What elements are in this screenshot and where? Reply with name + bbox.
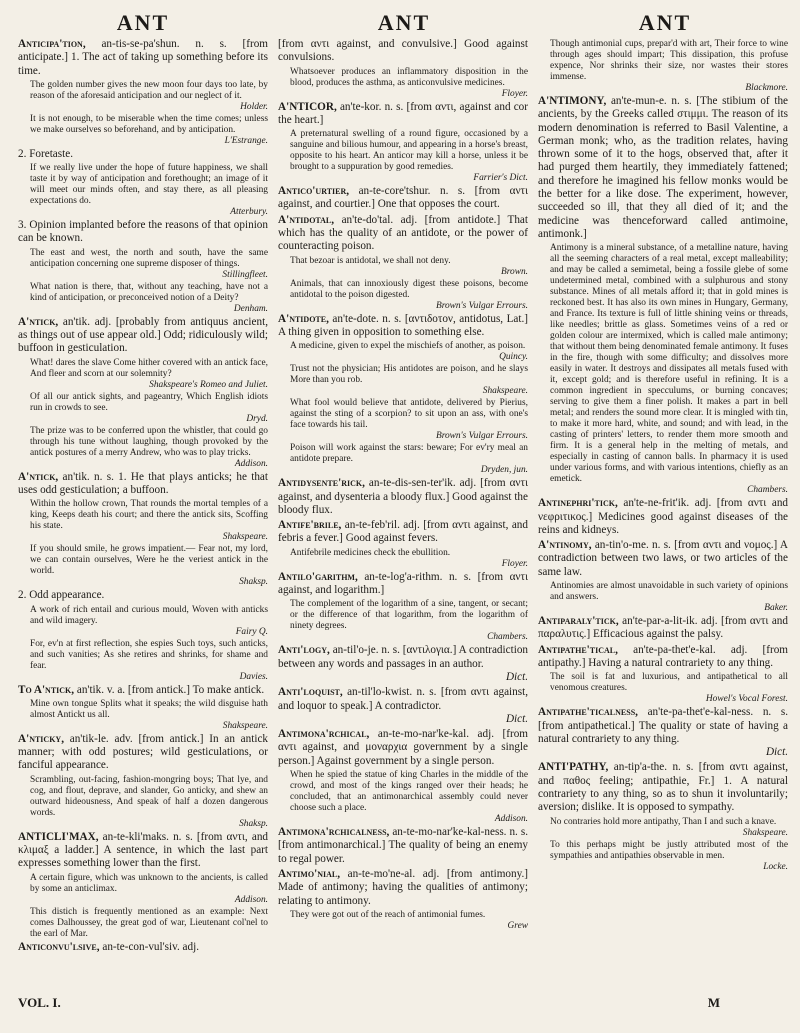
source-label: Dict. bbox=[765, 746, 788, 759]
quotation-author: Dryden, jun. bbox=[480, 465, 528, 476]
quotation-author: Addison. bbox=[234, 894, 268, 905]
quotation-text: If we really live under the hope of future happiness, we shall taste it by way of anticipation and forethought; an image of it will meet our minds often, and stay there, as all pleasing expectations do. bbox=[30, 163, 268, 207]
quotation-author: Floyer. bbox=[501, 88, 528, 99]
dictionary-entry bbox=[278, 728, 528, 768]
headword: ANTICLI'MAX, bbox=[18, 830, 99, 843]
quotation-author: Shakspeare. bbox=[742, 827, 788, 838]
quotation bbox=[290, 279, 528, 312]
quotation-author: Shaksp. bbox=[239, 577, 268, 588]
quotation-author: Grew bbox=[507, 920, 528, 931]
quotation-text: Trust not the physician; His antidotes are poison, and he slays More than you rob. bbox=[290, 364, 528, 386]
dictionary-entry bbox=[538, 706, 788, 759]
definition-text: an'te-ne-frit'ik. adj. [from αντι and νεφριτικος.] Medicines good against diseases of the reins and kidneys. bbox=[538, 497, 788, 536]
quotation-text: Within the hollow crown, That rounds the mortal temples of a king, Keeps death his court; and there the antick sits, Scoffing his state. bbox=[30, 499, 268, 532]
dictionary-entry bbox=[278, 686, 528, 726]
dictionary-entry bbox=[18, 941, 268, 954]
quotation bbox=[30, 873, 268, 906]
dictionary-entry bbox=[18, 589, 268, 602]
quotation-author: Brown. bbox=[501, 266, 528, 277]
page-footer bbox=[18, 993, 790, 1013]
quotation-text: A certain figure, which was unknown to the ancients, is called by some an anticlimax. bbox=[30, 872, 268, 894]
quotation bbox=[30, 699, 268, 732]
dictionary-entry bbox=[278, 313, 528, 340]
quotation-text: Of all our antick sights, and pageantry, Which English idiots run in crowds to see. bbox=[30, 391, 268, 413]
definition-text: an'te-pa-thet'e-kal-ness. n. s. [from antipathetical.] The quality or state of having a natural contrariety to any thing. bbox=[538, 706, 788, 745]
quotation-text: They were got out of the reach of antimonial fumes. bbox=[290, 909, 486, 920]
definition-text: an-tin'o-me. n. s. [from αντι and νομος.] A contradiction between two laws, or two articles of the same law. bbox=[538, 539, 788, 578]
quotation-text: The soil is fat and luxurious, and antipathetical to all venomous creatures. bbox=[550, 672, 788, 694]
quotation-text: A medicine, given to expel the mischiefs of another, as poison. bbox=[290, 341, 526, 352]
headword: A'ntidotal, bbox=[278, 213, 335, 226]
column-2 bbox=[278, 38, 528, 993]
dictionary-entry bbox=[278, 185, 528, 212]
running-header bbox=[18, 8, 790, 38]
dictionary-entry bbox=[538, 539, 788, 579]
quotation-author: Shakspeare. bbox=[222, 532, 268, 543]
quotation bbox=[290, 599, 528, 643]
definition-text: an-tis-se-pa'shun. n. s. [from anticipate.] 1. The act of taking up something before its time. bbox=[18, 38, 268, 77]
quotation-text: Antimony is a mineral substance, of a metalline nature, having all the seeming characters of a real metal, except malleability; and may be called a semimetal, being a fossile glebe of some undetermined metal, combined with a sulphurous and stony substance. Mines of all metals afford it; that in gold mines is reckoned best. It has also its own mines in Hungary, Germany, and France. Its texture is full of little shining veins or threads, like needles; brittle as glass. Sometimes veins of a red or golden colour are intermixed, which is called male antimony; that without them being denominated female antimony. It fuses in the fire, though with some difficulty; and dissolves more easily in water. It destroys and dissipates all metals fused with it, except gold; and is therefore useful in refining. It is a common ingredient in specculums, or burning concaves; serving to give them a finer polish. It makes a part in bell metal; and renders the sound more clear. It is mingled with tin, to make it more hard, white, and sound; and with lead, in the casting of printers' letters, to render them more smooth and firm. It is a general help in the melting of metals, and especially in casting of cannon balls. In pharmacy it is used under various forms, and with various intentions, chiefly as an emetick. bbox=[550, 243, 788, 485]
dictionary-entry bbox=[18, 219, 268, 246]
quotation-text: This distich is frequently mentioned as an example: Next comes Dalhoussey, the great god of war, Lieutenant col'nel to the earl of Mar. bbox=[30, 906, 268, 939]
headword: ANTI'PATHY, bbox=[538, 761, 609, 774]
quotation bbox=[30, 605, 268, 638]
quotation-author: Farrier's Dict. bbox=[473, 173, 528, 184]
headword: Antinephri'tick, bbox=[538, 497, 618, 510]
signature-mark: M bbox=[707, 995, 720, 1010]
quotation bbox=[290, 341, 528, 363]
headword: Anticonvu'lsive, bbox=[18, 940, 100, 953]
quotation bbox=[290, 256, 528, 278]
headword: A'ntick, bbox=[18, 470, 59, 483]
quotation-author: Floyer. bbox=[501, 558, 528, 569]
quotation-text: Antifebrile medicines check the ebullition. bbox=[290, 547, 451, 558]
quotation-text: What fool would believe that antidote, delivered by Pierius, against the sting of a scorpion? to sit upon an ass, with one's face towards his tail. bbox=[290, 398, 528, 431]
headword: Antife'brile, bbox=[278, 519, 342, 532]
quotation bbox=[550, 672, 788, 705]
quotation bbox=[30, 358, 268, 391]
quotation bbox=[550, 817, 788, 839]
quotation bbox=[30, 499, 268, 543]
volume-label: VOL. I. bbox=[18, 995, 61, 1010]
definition-text: 3. Opinion implanted before the reasons of that opinion can be known. bbox=[18, 219, 268, 245]
dictionary-entry bbox=[18, 831, 268, 871]
quotation bbox=[30, 248, 268, 281]
quotation-text: Antinomies are almost unavoidable in such variety of opinions and answers. bbox=[550, 581, 788, 603]
dictionary-entry bbox=[538, 95, 788, 241]
quotation bbox=[290, 364, 528, 397]
definition-text: an'tik-le. adv. [from antick.] In an antick manner; with odd postures; wild gesticulations, or fanciful appearance. bbox=[18, 732, 268, 772]
definition-text: an'te-dote. n. s. [αντιδοτον, antidotus, Lat.] A thing given in opposition to something else. bbox=[278, 312, 528, 338]
dictionary-entry bbox=[18, 316, 268, 356]
quotation-text: Though antimonial cups, prepar'd with art, Their force to wine through ages should impart; This dissipation, this profuse expence, Nor shrinks their size, nor wastes their stores immense. bbox=[550, 39, 788, 82]
quotation-text: The golden number gives the new moon four days too late, by reason of the aforesaid anticipation and our neglect of it. bbox=[30, 79, 268, 101]
headword: Antidysente'rick, bbox=[278, 477, 365, 490]
dictionary-entry bbox=[278, 644, 528, 684]
quotation-text: When he spied the statue of king Charles in the middle of the crowd, and most of the kings ranged over their heads; he concluded, that an antimonarchical assembly could never choose such a place. bbox=[290, 770, 528, 814]
quotation-author: Shakspeare. bbox=[222, 720, 268, 731]
headword: Antipathe'ticalness, bbox=[538, 706, 638, 719]
dictionary-entry bbox=[278, 214, 528, 254]
headword: A'NTIMONY, bbox=[538, 95, 607, 107]
header-left: ANT bbox=[116, 10, 170, 35]
dictionary-entry bbox=[538, 761, 788, 814]
headword: Antico'urtier, bbox=[278, 185, 350, 198]
quotation-author: Addison. bbox=[494, 814, 528, 825]
definition-text: an'tik. adj. [probably from antiquus ancient, as things out of use appear old.] Odd; ridiculously wild; buffoon in gesticulation. bbox=[18, 315, 268, 355]
definition-text: an-te-kli'maks. n. s. [from αντι, and κλιμαξ a ladder.] A sentence, in which the last part expresses something lower than the first. bbox=[18, 830, 268, 870]
quotation-author: L'Estrange. bbox=[224, 135, 268, 146]
dictionary-entry bbox=[18, 471, 268, 498]
dictionary-entry bbox=[278, 571, 528, 598]
quotation-author: Howel's Vocal Forest. bbox=[705, 694, 788, 705]
headword: A'nticky, bbox=[18, 732, 64, 745]
quotation-text: For, ev'n at first reflection, she espies Such toys, such anticks, and such vanities; As she retires and shrinks, for shame and fear. bbox=[30, 638, 268, 671]
quotation-text: The complement of the logarithm of a sine, tangent, or secant; or the difference of that logarithm, from the logarithm of ninety degrees. bbox=[290, 599, 528, 632]
quotation-author: Brown's Vulgar Errours. bbox=[435, 431, 528, 442]
column-1 bbox=[18, 38, 268, 993]
quotation-author: Dryd. bbox=[246, 413, 268, 424]
definition-text: an'te-pa-thet'e-kal. adj. [from antipathy.] Having a natural contrariety to any thing. bbox=[538, 643, 788, 669]
dictionary-entry bbox=[538, 615, 788, 642]
quotation-author: Chambers. bbox=[747, 485, 788, 496]
quotation-author: Atterbury. bbox=[230, 207, 268, 218]
headword: To A'ntick, bbox=[18, 683, 75, 696]
quotation-text: Scrambling, out-facing, fashion-mongring boys; That lye, and cog, and flout, deprave, and slander, Go anticky, and shew an outward hideousness, And speak of half a dozen dangerous words. bbox=[30, 774, 268, 818]
quotation-author: Denham. bbox=[233, 303, 268, 314]
source-label: Dict. bbox=[505, 712, 528, 725]
dictionary-entry bbox=[538, 497, 788, 537]
quotation bbox=[550, 243, 788, 496]
quotation-author: Holder. bbox=[240, 101, 268, 112]
quotation bbox=[30, 163, 268, 218]
definition-text: an'tik. v. a. [from antick.] To make antick. bbox=[76, 683, 265, 696]
headword: Antiparaly'tick, bbox=[538, 615, 619, 628]
quotation-author: Baker. bbox=[764, 603, 788, 614]
column-3 bbox=[538, 38, 788, 993]
definition-text: an'te-do'tal. adj. [from antidote.] That which has the quality of an antidote, or the power of counteracting poison. bbox=[278, 213, 528, 253]
definition-text: an-til'o-je. n. s. [αντιλογια.] A contradiction between any words and passages in an author. bbox=[278, 644, 528, 670]
quotation-author: Locke. bbox=[763, 861, 788, 872]
definition-text: [from αντι against, and convulsive.] Good against convulsions. bbox=[278, 38, 528, 64]
definition-text: an-te-feb'ril. adj. [from αντι against, and febris a fever.] Good against fevers. bbox=[278, 519, 528, 545]
quotation bbox=[550, 581, 788, 614]
quotation-author: Shakspeare. bbox=[482, 386, 528, 397]
quotation-author: Stillingfleet. bbox=[222, 269, 268, 280]
definition-text: an-til'lo-kwist. n. s. [from αντι against, and loquor to speak.] A contradictor. bbox=[278, 686, 528, 712]
definition-text: an'tik. n. s. 1. He that plays anticks; he that uses odd gesticulation; a buffoon. bbox=[18, 470, 268, 496]
quotation bbox=[30, 426, 268, 470]
quotation-text: If you should smile, he grows impatient.— Fear not, my lord, we can contain ourselves, Were he the veriest antick in the world. bbox=[30, 544, 268, 577]
definition-text: an'te-mun-e. n. s. [The stibium of the ancients, by the Greeks called στιμμι. The reason of its modern denomination is referred to Basil Valentine, a German monk; who, as the tradition relates, having thrown some of it to the hogs, observed that, after it had purged them heartily, they immediately fattened; and therefore he imagined his fellow monks would be the better for a like dose. The experiment, however, succeeded so ill, that they all died of it; and the medicine was thenceforward called antimoine, antimonk.] bbox=[538, 95, 788, 240]
definition-text: an-te-core'tshur. n. s. [from αντι against, and courtier.] One that opposes the court. bbox=[278, 185, 528, 211]
quotation-text: It is not enough, to be miserable when the time comes; unless we make ourselves so beforehand, and by anticipation. bbox=[30, 113, 268, 135]
quotation bbox=[290, 548, 528, 570]
quotation bbox=[30, 392, 268, 425]
quotation bbox=[550, 39, 788, 94]
dictionary-entry bbox=[278, 868, 528, 908]
source-label: Dict. bbox=[505, 670, 528, 683]
definition-text: an-tip'a-the. n. s. [from αντι against, and παθος feeling; antipathie, Fr.] 1. A natural contrariety to any thing, so as to shun it involuntarily; aversion; dislike. It is opposed to sympathy. bbox=[538, 761, 788, 814]
definition-text: an'te-par-a-lit-ik. adj. [from αντι and παραλυτις.] Efficacious against the palsy. bbox=[538, 615, 788, 641]
quotation-author: Davies. bbox=[239, 671, 268, 682]
definition-text: an'te-kor. n. s. [from αντι, against and cor the heart.] bbox=[278, 100, 528, 126]
definition-text: an-te-dis-sen-ter'ik. adj. [from αντι against, and dysenteria a bloody flux.] Good against the bloody flux. bbox=[278, 477, 528, 516]
quotation bbox=[290, 67, 528, 100]
quotation-author: Brown's Vulgar Errours. bbox=[435, 300, 528, 311]
headword: Antimona'rchicalness, bbox=[278, 826, 390, 839]
dictionary-entry bbox=[18, 148, 268, 161]
quotation bbox=[30, 775, 268, 830]
headword: Antipathe'tical, bbox=[538, 643, 618, 656]
columns bbox=[18, 38, 790, 993]
quotation-author: Blackmore. bbox=[745, 83, 788, 93]
quotation-text: Whatsoever produces an inflammatory disposition in the blood, produces the asthma, as anticonvulsive medicines. bbox=[290, 66, 528, 88]
headword: Anticipa'tion, bbox=[18, 38, 86, 50]
dictionary-entry bbox=[18, 733, 268, 773]
quotation-text: Animals, that can innoxiously digest these poisons, become antidotal to the poison digested. bbox=[290, 278, 528, 300]
dictionary-entry bbox=[18, 38, 268, 78]
quotation bbox=[290, 910, 528, 932]
quotation bbox=[30, 639, 268, 683]
quotation-author: Chambers. bbox=[487, 632, 528, 643]
quotation-author: Fairy Q. bbox=[235, 626, 268, 637]
quotation-text: No contraries hold more antipathy, Than I and such a knave. bbox=[550, 816, 777, 827]
quotation bbox=[290, 770, 528, 825]
quotation bbox=[30, 114, 268, 147]
quotation bbox=[550, 840, 788, 873]
headword: A'ntick, bbox=[18, 315, 59, 328]
quotation-text: A work of rich entail and curious mould, Woven with anticks and wild imagery. bbox=[30, 604, 268, 626]
quotation-text: The east and west, the north and south, have the same anticipation concerning one supreme disposer of things. bbox=[30, 247, 268, 269]
dictionary-entry bbox=[538, 644, 788, 671]
header-right: ANT bbox=[638, 10, 692, 35]
quotation-text: The prize was to be conferred upon the whistler, that could go through his tune without laughing, though provoked by the antick postures of a merry Andrew, who was to play tricks. bbox=[30, 425, 268, 458]
headword: A'NTICOR, bbox=[278, 100, 337, 113]
headword: Antimo'nial, bbox=[278, 867, 340, 880]
definition-text: 2. Odd appearance. bbox=[18, 589, 105, 602]
headword: Anti'loquist, bbox=[278, 686, 343, 699]
dictionary-entry bbox=[278, 101, 528, 128]
quotation bbox=[290, 398, 528, 442]
headword: Antilo'garithm, bbox=[278, 570, 358, 583]
quotation-text: Mine own tongue Splits what it speaks; the wild disguise hath almost Antickt us all. bbox=[30, 698, 268, 720]
headword: Anti'logy, bbox=[278, 644, 330, 657]
header-center: ANT bbox=[377, 10, 431, 35]
headword: Antimona'rchical, bbox=[278, 728, 370, 741]
headword: A'ntinomy, bbox=[538, 539, 592, 552]
quotation bbox=[30, 282, 268, 315]
quotation bbox=[30, 907, 268, 940]
quotation-author: Shaksp. bbox=[239, 818, 268, 829]
definition-text: an-te-mo-nar'ke-kal. adj. [from αντι against, and μοναρχια government by a single person.] Against government by a single person. bbox=[278, 728, 528, 767]
quotation-text: To this perhaps might be justly attributed most of the sympathies and antipathies observable in men. bbox=[550, 839, 788, 861]
quotation-author: Shakspeare's Romeo and Juliet. bbox=[149, 379, 268, 390]
dictionary-entry bbox=[18, 684, 268, 697]
dictionary-entry bbox=[278, 826, 528, 866]
headword: A'ntidote, bbox=[278, 312, 329, 325]
quotation bbox=[290, 443, 528, 476]
quotation-author: Quincy. bbox=[499, 352, 528, 363]
quotation-text: What! dares the slave Come hither covered with an antick face, And fleer and scorn at our solemnity? bbox=[30, 357, 268, 379]
quotation-text: What nation is there, that, without any teaching, have not a kind of anticipation, or preconceived notion of a Deity? bbox=[30, 281, 268, 303]
dictionary-entry bbox=[278, 519, 528, 546]
quotation-text: Poison will work against the stars: beware; For ev'ry meal an antidote prepare. bbox=[290, 443, 528, 465]
quotation-text: That bezoar is antidotal, we shall not deny. bbox=[290, 255, 451, 266]
quotation bbox=[30, 544, 268, 588]
quotation-author: Addison. bbox=[234, 458, 268, 469]
definition-text: an-te-mo-nar'ke-kal-ness. n. s. [from antimonarchical.] The quality of being an enemy to regal power. bbox=[278, 826, 528, 865]
definition-text: an-te-mo'ne-al. adj. [from antimony.] Made of antimony; having the qualities of antimony; relating to antimony. bbox=[278, 867, 528, 907]
definition-text: 2. Foretaste. bbox=[18, 147, 73, 160]
definition-text: an-te-log'a-rithm. n. s. [from αντι against, and logarithm.] bbox=[278, 570, 528, 597]
definition-text: an-te-con-vul'siv. adj. bbox=[102, 940, 200, 953]
quotation bbox=[30, 80, 268, 113]
quotation-text: A preternatural swelling of a round figure, occasioned by a sanguine and bilious humour, and appearing in a horse's breast, opposite to his heart. An anticor may kill a horse, unless it be brought to a suppuration by good remedies. bbox=[290, 129, 528, 173]
quotation bbox=[290, 129, 528, 184]
dictionary-entry bbox=[278, 38, 528, 65]
dictionary-entry bbox=[278, 477, 528, 517]
